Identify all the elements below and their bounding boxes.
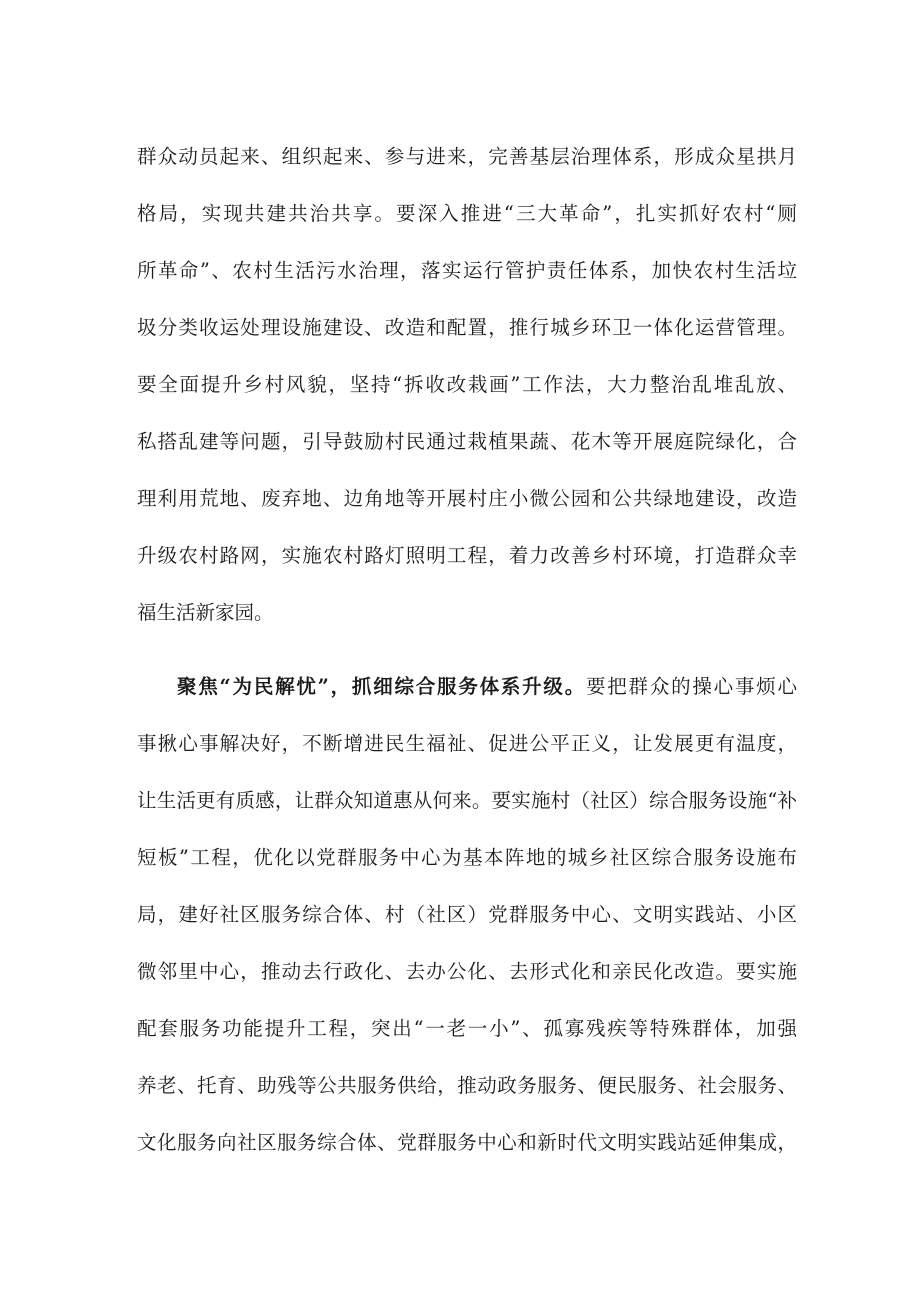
paragraph-text: 要把群众的操心事烦心: [585, 675, 797, 698]
paragraph-line: 圾分类收运处理设施建设、改造和配置，推行城乡环卫一体化运营管理。: [137, 316, 797, 339]
paragraph-line: 事揪心事解决好，不断增进民生福祉、促进公平正义，让发展更有温度，: [137, 732, 797, 755]
paragraph-line: 让生活更有质感，让群众知道惠从何来。要实施村（社区）综合服务设施“补: [137, 789, 797, 812]
paragraph-line: 升级农村路网，实施农村路灯照明工程，着力改善乡村环境，打造群众幸: [137, 544, 797, 567]
paragraph-line: 私搭乱建等问题，引导鼓励村民通过栽植果蔬、花木等开展庭院绿化，合: [137, 430, 797, 453]
paragraph-line: 养老、托育、助残等公共服务供给，推动政务服务、便民服务、社会服务、: [137, 1074, 797, 1097]
paragraph-line: 局，建好社区服务综合体、村（社区）党群服务中心、文明实践站、小区: [137, 903, 797, 926]
paragraph-line: 配套服务功能提升工程，突出“一老一小”、孤寡残疾等特殊群体，加强: [137, 1017, 797, 1040]
paragraph-line: 微邻里中心，推动去行政化、去办公化、去形式化和亲民化改造。要实施: [137, 960, 797, 983]
paragraph-line: 福生活新家园。: [137, 601, 274, 624]
paragraph-line: 要全面提升乡村风貌，坚持“拆收改栽画”工作法，大力整治乱堆乱放、: [137, 373, 797, 396]
paragraph-line: 所革命”、农村生活污水治理，落实运行管护责任体系，加快农村生活垃: [137, 259, 797, 282]
section-heading: 聚焦“为民解忧”，抓细综合服务体系升级。: [177, 675, 586, 698]
paragraph-line: 格局，实现共建共治共享。要深入推进“三大革命”，扎实抓好农村“厕: [137, 202, 797, 225]
paragraph-line: 短板”工程，优化以党群服务中心为基本阵地的城乡社区综合服务设施布: [137, 846, 797, 869]
paragraph-line: 文化服务向社区服务综合体、党群服务中心和新时代文明实践站延伸集成，: [137, 1131, 797, 1154]
paragraph-line: 理利用荒地、废弃地、边角地等开展村庄小微公园和公共绿地建设，改造: [137, 487, 797, 510]
paragraph-first-line: [177, 672, 797, 702]
paragraph-line: 群众动员起来、组织起来、参与进来，完善基层治理体系，形成众星拱月: [137, 145, 797, 168]
